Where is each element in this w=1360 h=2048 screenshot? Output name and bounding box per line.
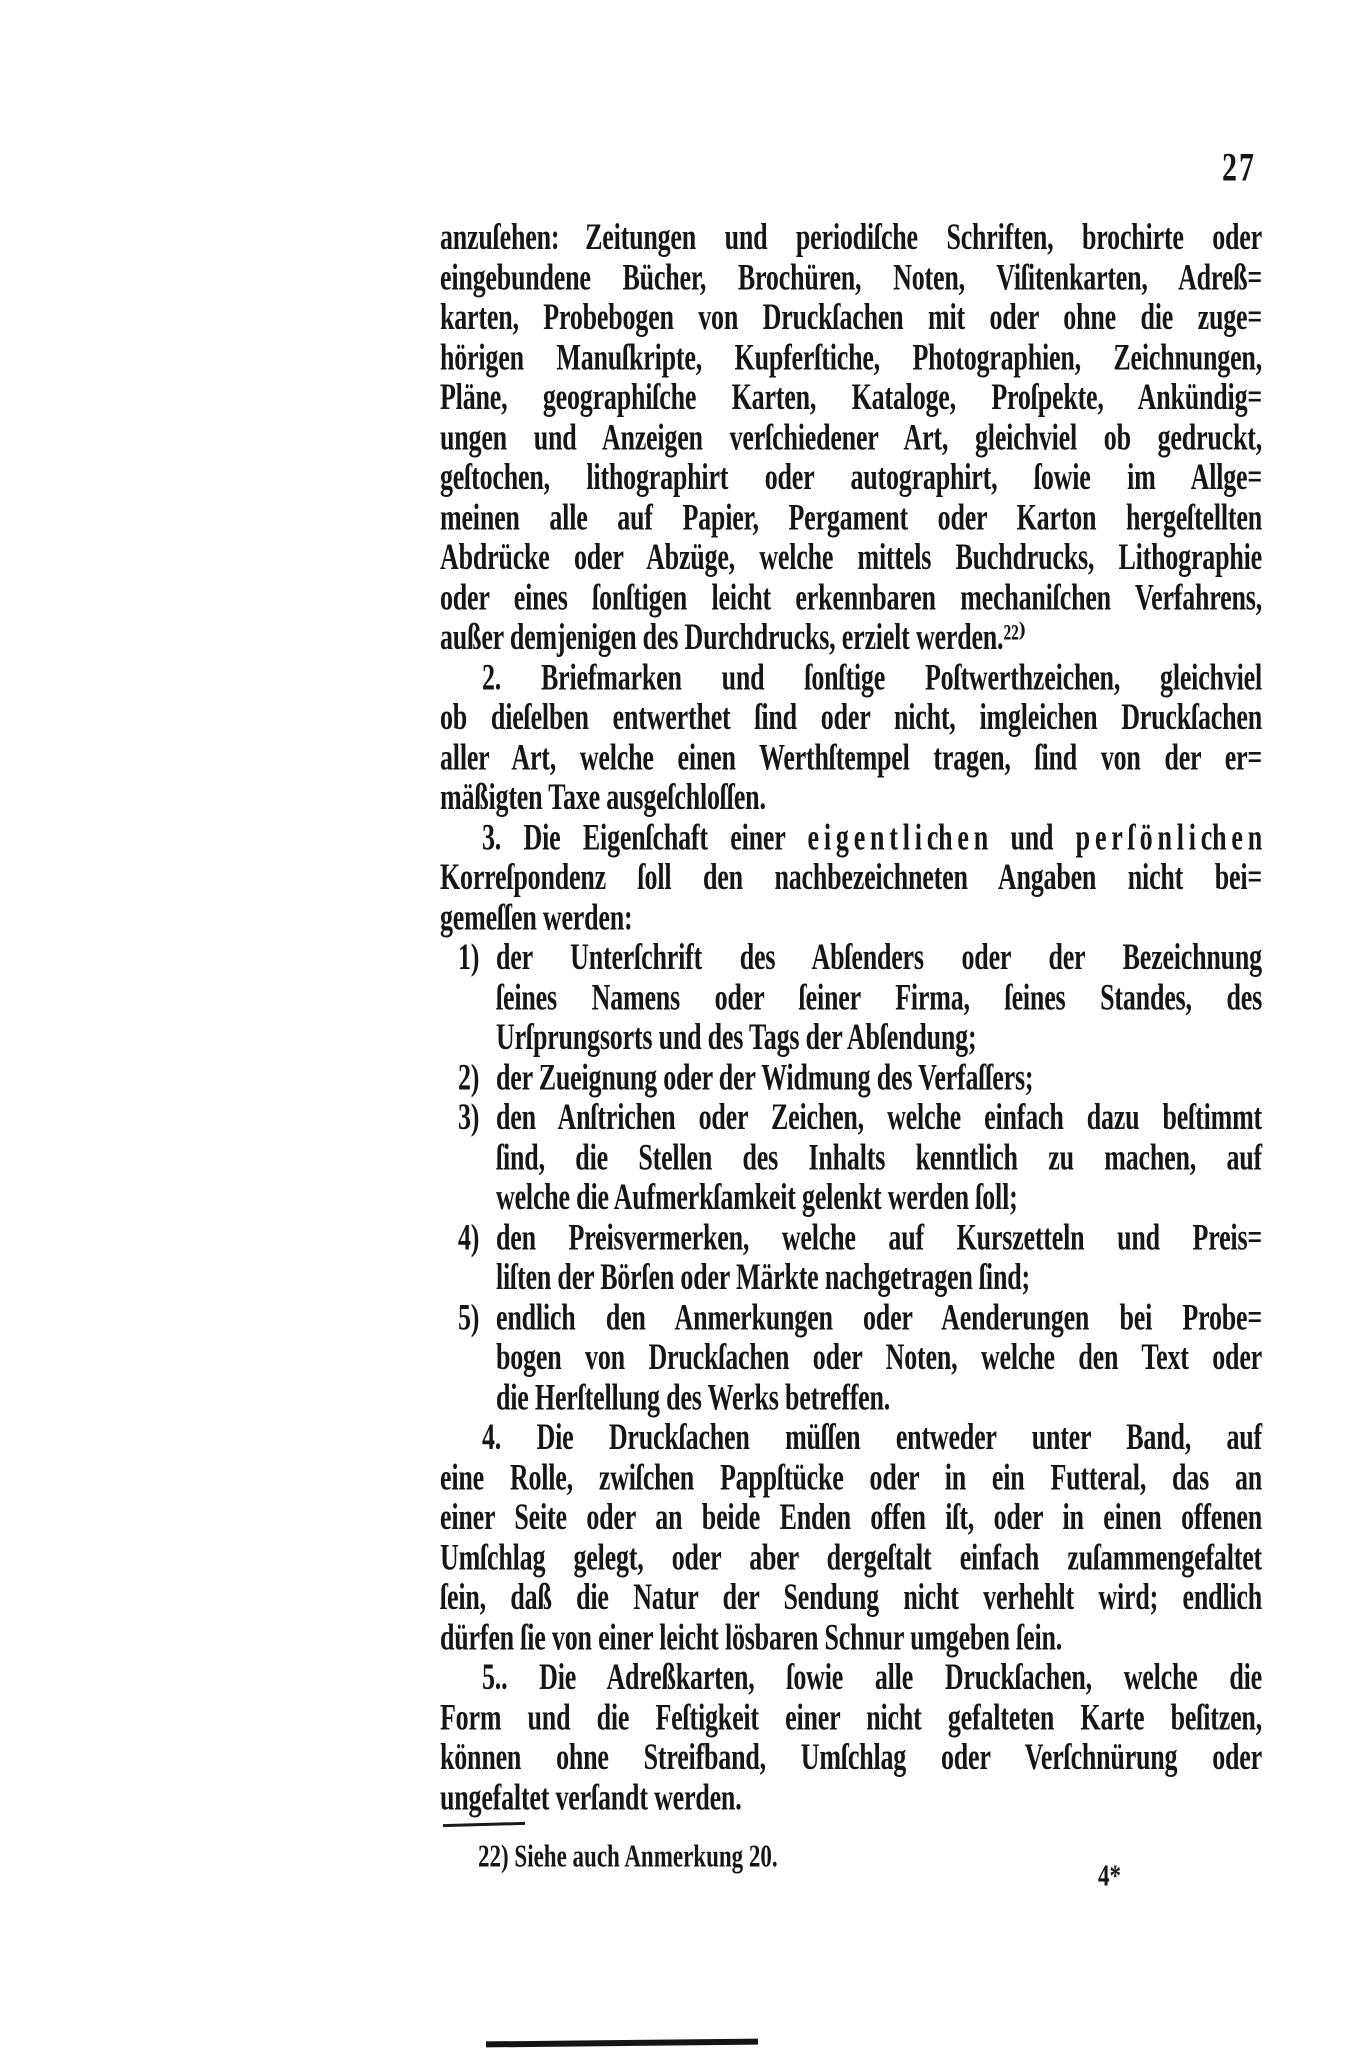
list-item	[440, 1298, 1262, 1418]
text-line: den Anſtrichen oder Zeichen, welche einfach dazu beſtimmt	[496, 1096, 1262, 1138]
list-item	[440, 1058, 1262, 1098]
page-edge-scan-artifact	[486, 2039, 758, 2048]
text-line: meinen alle auf Papier, Pergament oder Karton hergeſtellten	[440, 496, 1262, 538]
signature-mark: 4*	[1098, 1858, 1121, 1893]
numbered-list	[440, 938, 1262, 1418]
list-item	[440, 1098, 1262, 1218]
footnote: 22) Siehe auch Anmerkung 20.	[478, 1838, 778, 1874]
text-line: eine Rolle, zwiſchen Pappſtücke oder in ein Futteral, das an	[440, 1456, 1262, 1498]
text-line: die Herſtellung des Werks betreffen.	[496, 1376, 891, 1418]
text-line: ob dieſelben entwerthet ſind oder nicht, imgleichen Druckſachen	[440, 696, 1262, 738]
text-line: oder eines ſonſtigen leicht erkennbaren mechaniſchen Verfahrens,	[440, 576, 1262, 618]
page-number: 27	[1222, 145, 1256, 190]
text-line: Korreſpondenz ſoll den nachbezeichneten Angaben nicht bei=	[440, 856, 1262, 898]
text-line: aller Art, welche einen Werthſtempel tragen, ſind von der er=	[440, 736, 1262, 778]
text-line: geſtochen, lithographirt oder autographirt, ſowie im Allge=	[440, 456, 1262, 498]
text-line: ungefaltet verſandt werden.	[440, 1776, 742, 1818]
footnote-rule	[443, 1822, 525, 1827]
text-line: können ohne Streifband, Umſchlag oder Verſchnürung oder	[440, 1736, 1262, 1778]
text-line: karten, Probebogen von Druckſachen mit oder ohne die zuge=	[440, 296, 1262, 338]
text-line: der Unterſchrift des Abſenders oder der Bezeichnung	[496, 936, 1262, 978]
text-line: welche die Aufmerkſamkeit gelenkt werden ſoll;	[496, 1176, 1018, 1218]
text-line: Form und die Feſtigkeit einer nicht gefalteten Karte beſitzen,	[440, 1696, 1262, 1738]
text-line: ſein, daß die Natur der Sendung nicht verhehlt wird; endlich	[440, 1576, 1262, 1618]
text-line: der Zueignung oder der Widmung des Verfaſſers;	[496, 1056, 1034, 1098]
text-line: 5.. Die Adreßkarten, ſowie alle Druckſachen, welche die	[482, 1656, 1262, 1698]
text-line: 2. Briefmarken und ſonſtige Poſtwerthzeichen, gleichviel	[482, 656, 1262, 698]
text-block	[440, 218, 1262, 1818]
text-line: 4. Die Druckſachen müſſen entweder unter Band, auf	[482, 1416, 1262, 1458]
text-line: Urſprungsorts und des Tags der Abſendung;	[496, 1016, 977, 1058]
text-line: außer demjenigen des Durchdrucks, erzielt werden.²²⁾	[440, 616, 1027, 658]
text-line: einer Seite oder an beide Enden offen iſt, oder in einen offenen	[440, 1496, 1262, 1538]
text-line: 3. Die Eigenſchaft einer e i g e n t l i ch e n und p e r ſ ö n l i ch e n	[482, 816, 1262, 858]
text-line: hörigen Manuſkripte, Kupferſtiche, Photographien, Zeichnungen,	[440, 336, 1262, 378]
paragraph	[440, 1418, 1262, 1658]
text-line: gemeſſen werden:	[440, 896, 633, 938]
text-line: ſeines Namens oder ſeiner Firma, ſeines Standes, des	[496, 976, 1262, 1018]
text-line: Abdrücke oder Abzüge, welche mittels Buchdrucks, Lithographie	[440, 536, 1262, 578]
list-marker: 5)	[458, 1296, 480, 1338]
paragraph	[440, 218, 1262, 658]
text-line: endlich den Anmerkungen oder Aenderungen bei Probe=	[496, 1296, 1262, 1338]
list-marker: 1)	[458, 936, 480, 978]
paragraph	[440, 818, 1262, 938]
list-marker: 3)	[458, 1096, 480, 1138]
list-item	[440, 938, 1262, 1058]
paragraph	[440, 1658, 1262, 1818]
text-line: eingebundene Bücher, Brochüren, Noten, Viſitenkarten, Adreß=	[440, 256, 1262, 298]
list-marker: 4)	[458, 1216, 480, 1258]
text-line: liſten der Börſen oder Märkte nachgetragen ſind;	[496, 1256, 1030, 1298]
text-line: ſind, die Stellen des Inhalts kenntlich zu machen, auf	[496, 1136, 1262, 1178]
list-item	[440, 1218, 1262, 1298]
text-line: den Preisvermerken, welche auf Kurszetteln und Preis=	[496, 1216, 1262, 1258]
text-line: anzuſehen: Zeitungen und periodiſche Schriften, brochirte oder	[440, 216, 1262, 258]
paragraph	[440, 658, 1262, 818]
text-line: Umſchlag gelegt, oder aber dergeſtalt einfach zuſammengefaltet	[440, 1536, 1262, 1578]
text-line: mäßigten Taxe ausgeſchloſſen.	[440, 776, 766, 818]
list-marker: 2)	[458, 1056, 480, 1098]
text-line: bogen von Druckſachen oder Noten, welche den Text oder	[496, 1336, 1262, 1378]
text-line: dürfen ſie von einer leicht lösbaren Schnur umgeben ſein.	[440, 1616, 1063, 1658]
text-line: ungen und Anzeigen verſchiedener Art, gleichviel ob gedruckt,	[440, 416, 1262, 458]
text-line: Pläne, geographiſche Karten, Kataloge, Proſpekte, Ankündig=	[440, 376, 1262, 418]
